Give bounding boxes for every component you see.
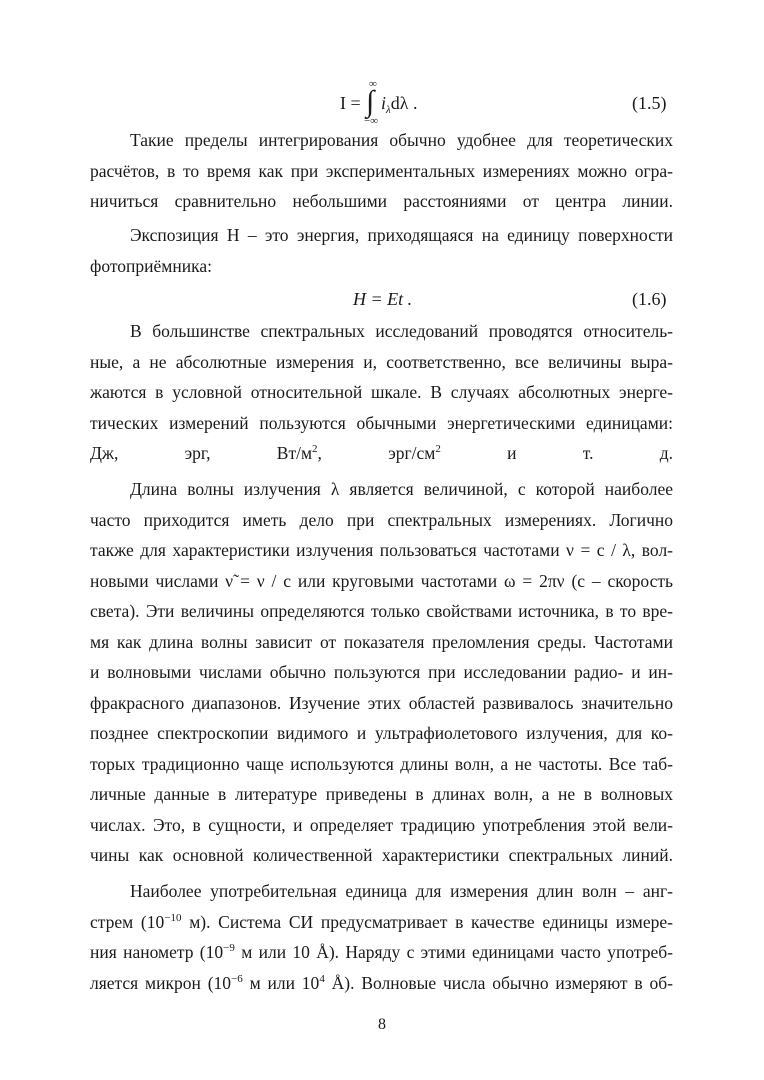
units-text: Дж, эрг, Вт/м: [90, 443, 313, 463]
equation-number: (1.5): [632, 93, 667, 113]
eq-integrand: i: [381, 93, 387, 113]
text-line: позднее спектроскопии видимого и ультрафиолетового излучения, для ко-: [90, 723, 673, 743]
paragraph-4: [90, 474, 673, 871]
equation-1-6: [0, 288, 764, 312]
eq-h-et: H = Et .: [353, 289, 413, 309]
superscript: 2: [435, 443, 441, 455]
text-line: [90, 968, 673, 999]
text-line: также для характеристики излучения пользоваться частотами ν = c / λ, вол-: [90, 540, 673, 560]
lower-limit: −∞: [364, 115, 379, 127]
text-line: Экспозиция H – это энергия, приходящаяся на единицу поверхности: [130, 225, 673, 245]
superscript: 2: [312, 443, 318, 455]
paragraph-1: [90, 125, 673, 217]
text-fragment: м). Система СИ предусматривает в качестве единицы измере-: [181, 911, 673, 932]
text-line: расчётов, в то время как при экспериментальных измерениях можно огра-: [90, 160, 673, 181]
text-line: фракрасного диапазонов. Изучение этих областей развивалось значительно: [90, 692, 673, 713]
text-line: тических измерений пользуются обычными энергетическими единицами:: [90, 412, 673, 433]
text-line: торых традиционно чаще используются длины волн, а не частоты. Все таб-: [90, 753, 673, 774]
text-line: и волновыми числами обычно пользуются при исследовании радио- и ин-: [90, 662, 673, 682]
superscript: 4: [319, 972, 325, 985]
text-line-last: чины как основной количественной характеристики спектральных линий.: [90, 845, 673, 865]
superscript: −9: [223, 942, 235, 954]
text-line: ничиться сравнительно небольшими расстояниями от центра линии.: [90, 191, 673, 211]
text-fragment: стрем (10: [90, 911, 165, 932]
text-line: мя как длина волны зависит от показателя преломления среды. Частотами: [90, 631, 673, 652]
text-fragment: ния нанометр (10: [90, 942, 224, 962]
text-fragment: Å). Волновые числа обычно измеряют в об-: [324, 972, 673, 993]
superscript: −10: [164, 911, 182, 924]
units-text: , эрг/см: [317, 443, 436, 463]
text-line: Длина волны излучения λ является величиной, с которой наиболее: [130, 479, 673, 499]
text-line: В большинстве спектральных исследований проводятся относитель-: [130, 321, 673, 341]
paragraph-5: [90, 876, 673, 998]
eq-differential: dλ: [390, 93, 409, 113]
eq-subscript: λ: [386, 104, 391, 116]
page-number: 8: [378, 1016, 386, 1033]
paragraph-3: [90, 316, 673, 469]
text-line: ные, а не абсолютные измерения и, соответственно, все величины выра-: [90, 351, 673, 372]
eq-dot: .: [413, 93, 418, 113]
text-fragment: ляется микрон (10: [90, 972, 232, 993]
text-fragment: м или 10 Å). Наряду с этими единицами часто употреб-: [234, 942, 673, 962]
text-line: фотоприёмника:: [90, 255, 212, 276]
integral-sign: ∫: [366, 85, 375, 118]
text-line-last: [90, 438, 673, 469]
text-line: личные данные в литературе приведены в длинах волн, а не в волновых: [90, 784, 673, 804]
upper-limit: ∞: [369, 78, 377, 90]
paragraph-2: [90, 220, 673, 281]
text-line: Такие пределы интегрирования обычно удобнее для теоретических: [130, 130, 673, 150]
text-line: [90, 937, 673, 968]
text-fragment: м или 10: [242, 972, 320, 993]
text-line: часто приходится иметь дело при спектральных измерениях. Логично: [90, 509, 673, 530]
equation-number: (1.6): [632, 289, 667, 309]
text-line: числах. Это, в сущности, и определяет традицию употребления этой вели-: [90, 814, 673, 835]
text-line: Наиболее употребительная единица для измерения длин волн – анг-: [130, 881, 673, 901]
text-line: жаются в условной относительной шкале. В случаях абсолютных энерге-: [90, 382, 673, 402]
text-line: [90, 907, 673, 938]
superscript: −6: [231, 972, 243, 985]
units-text: и т. д.: [440, 443, 673, 463]
eq-lhs: I =: [340, 93, 361, 113]
text-line: света). Эти величины определяются только свойствами источника, в то вре-: [90, 601, 673, 621]
text-line: новыми числами ν̃ = ν / c или круговыми частотами ω = 2πν (c – скорость: [90, 570, 673, 591]
